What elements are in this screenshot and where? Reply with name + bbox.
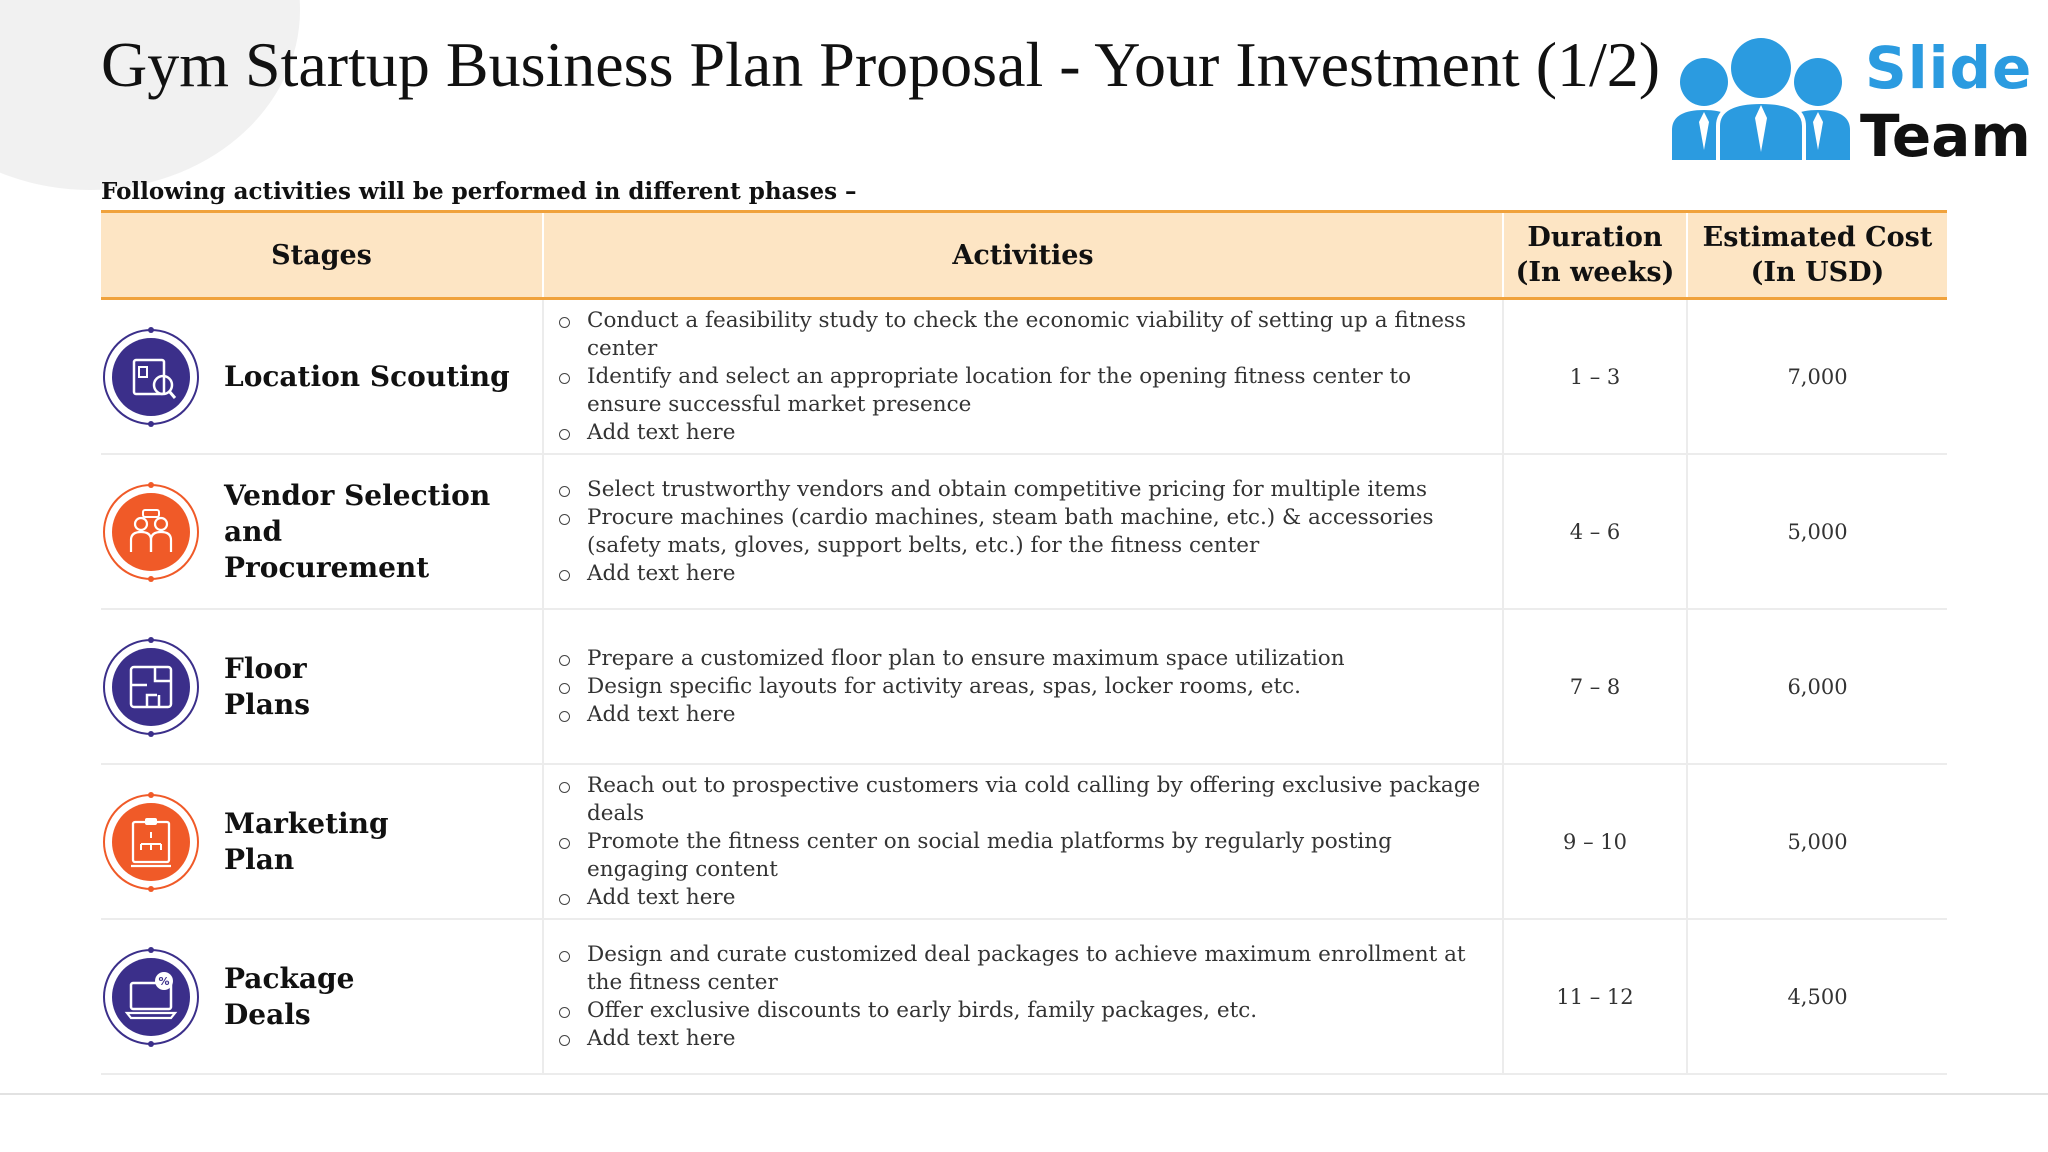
duration-cell: 4 – 6 [1504, 455, 1688, 608]
activity-item: Add text here [556, 1025, 1482, 1053]
stage-cell [101, 610, 544, 763]
cost-cell: 6,000 [1787, 674, 1848, 699]
activity-item: Offer exclusive discounts to early birds, family packages, etc. [556, 997, 1482, 1025]
activities-cell [544, 455, 1504, 608]
activities-list [544, 772, 1502, 912]
table-row [101, 920, 1947, 1075]
duration-cell: 9 – 10 [1504, 765, 1688, 918]
activities-cell [544, 765, 1504, 918]
activity-item: Add text here [556, 419, 1482, 447]
location-search-icon [101, 327, 201, 427]
activities-list [544, 941, 1502, 1053]
activity-item: Select trustworthy vendors and obtain competitive pricing for multiple items [556, 476, 1482, 504]
marketing-board-icon [101, 792, 201, 892]
activity-item: Identify and select an appropriate location for the opening fitness center to ensure successful market presence [556, 363, 1482, 419]
stage-name: Location Scouting [224, 359, 510, 393]
activity-item: Promote the fitness center on social media platforms by regularly posting engaging content [556, 828, 1482, 884]
stage-name: Vendor Selection and Procurement [224, 478, 491, 584]
vendor-procurement-icon [101, 482, 201, 582]
stage-name: Package Deals [224, 961, 355, 1031]
table-header [101, 210, 1947, 300]
activities-list [544, 476, 1502, 588]
activity-item: Procure machines (cardio machines, steam bath machine, etc.) & accessories (safety mats, gloves, support belts, etc.) for the fitness center [556, 504, 1482, 560]
cost-cell: 5,000 [1787, 829, 1848, 854]
header-stages: Stages [101, 213, 544, 297]
table-intro-text: Following activities will be performed in different phases – [101, 178, 857, 205]
stage-name: Floor Plans [224, 651, 310, 721]
header-duration: Duration (In weeks) [1504, 213, 1688, 297]
page-title: Gym Startup Business Plan Proposal - Your Investment (1/2) [101, 29, 1661, 100]
cost-cell: 4,500 [1787, 984, 1848, 1009]
activities-cell [544, 610, 1504, 763]
activities-cell [544, 300, 1504, 453]
people-logo-icon [1668, 30, 1858, 165]
table-row [101, 455, 1947, 610]
activity-item: Conduct a feasibility study to check the economic viability of setting up a fitness center [556, 307, 1482, 363]
duration-cell: 11 – 12 [1504, 920, 1688, 1073]
activity-item: Prepare a customized floor plan to ensure maximum space utilization [556, 645, 1345, 673]
duration-cell: 7 – 8 [1504, 610, 1688, 763]
activity-item: Add text here [556, 701, 1345, 729]
stage-cell [101, 455, 544, 608]
table-body [101, 300, 1947, 1075]
table-row [101, 300, 1947, 455]
activities-list [544, 645, 1365, 729]
investment-table [101, 210, 1947, 1075]
activity-item: Design specific layouts for activity areas, spas, locker rooms, etc. [556, 673, 1345, 701]
floor-plan-icon [101, 637, 201, 737]
activity-item: Reach out to prospective customers via cold calling by offering exclusive package deals [556, 772, 1482, 828]
activity-item: Add text here [556, 884, 1482, 912]
svg-text:%: % [158, 974, 170, 988]
activities-list [544, 307, 1502, 447]
stage-cell [101, 300, 544, 453]
cost-cell: 7,000 [1787, 364, 1848, 389]
table-row [101, 765, 1947, 920]
header-estimated-cost: Estimated Cost (In USD) [1702, 222, 1933, 288]
activities-cell [544, 920, 1504, 1073]
discount-laptop-icon [101, 947, 201, 1047]
header-activities: Activities [544, 213, 1504, 297]
activity-item: Add text here [556, 560, 1482, 588]
footer-divider [0, 1093, 2048, 1095]
stage-cell [101, 765, 544, 918]
table-row [101, 610, 1947, 765]
duration-cell: 1 – 3 [1504, 300, 1688, 453]
slideteam-logo [1660, 22, 2033, 172]
cost-cell: 5,000 [1787, 519, 1848, 544]
stage-cell [101, 920, 544, 1073]
logo-word-team: Team [1860, 102, 2031, 170]
stage-name: Marketing Plan [224, 806, 389, 876]
activity-item: Design and curate customized deal packages to achieve maximum enrollment at the fitness center [556, 941, 1482, 997]
logo-word-slide: Slide [1865, 34, 2033, 102]
